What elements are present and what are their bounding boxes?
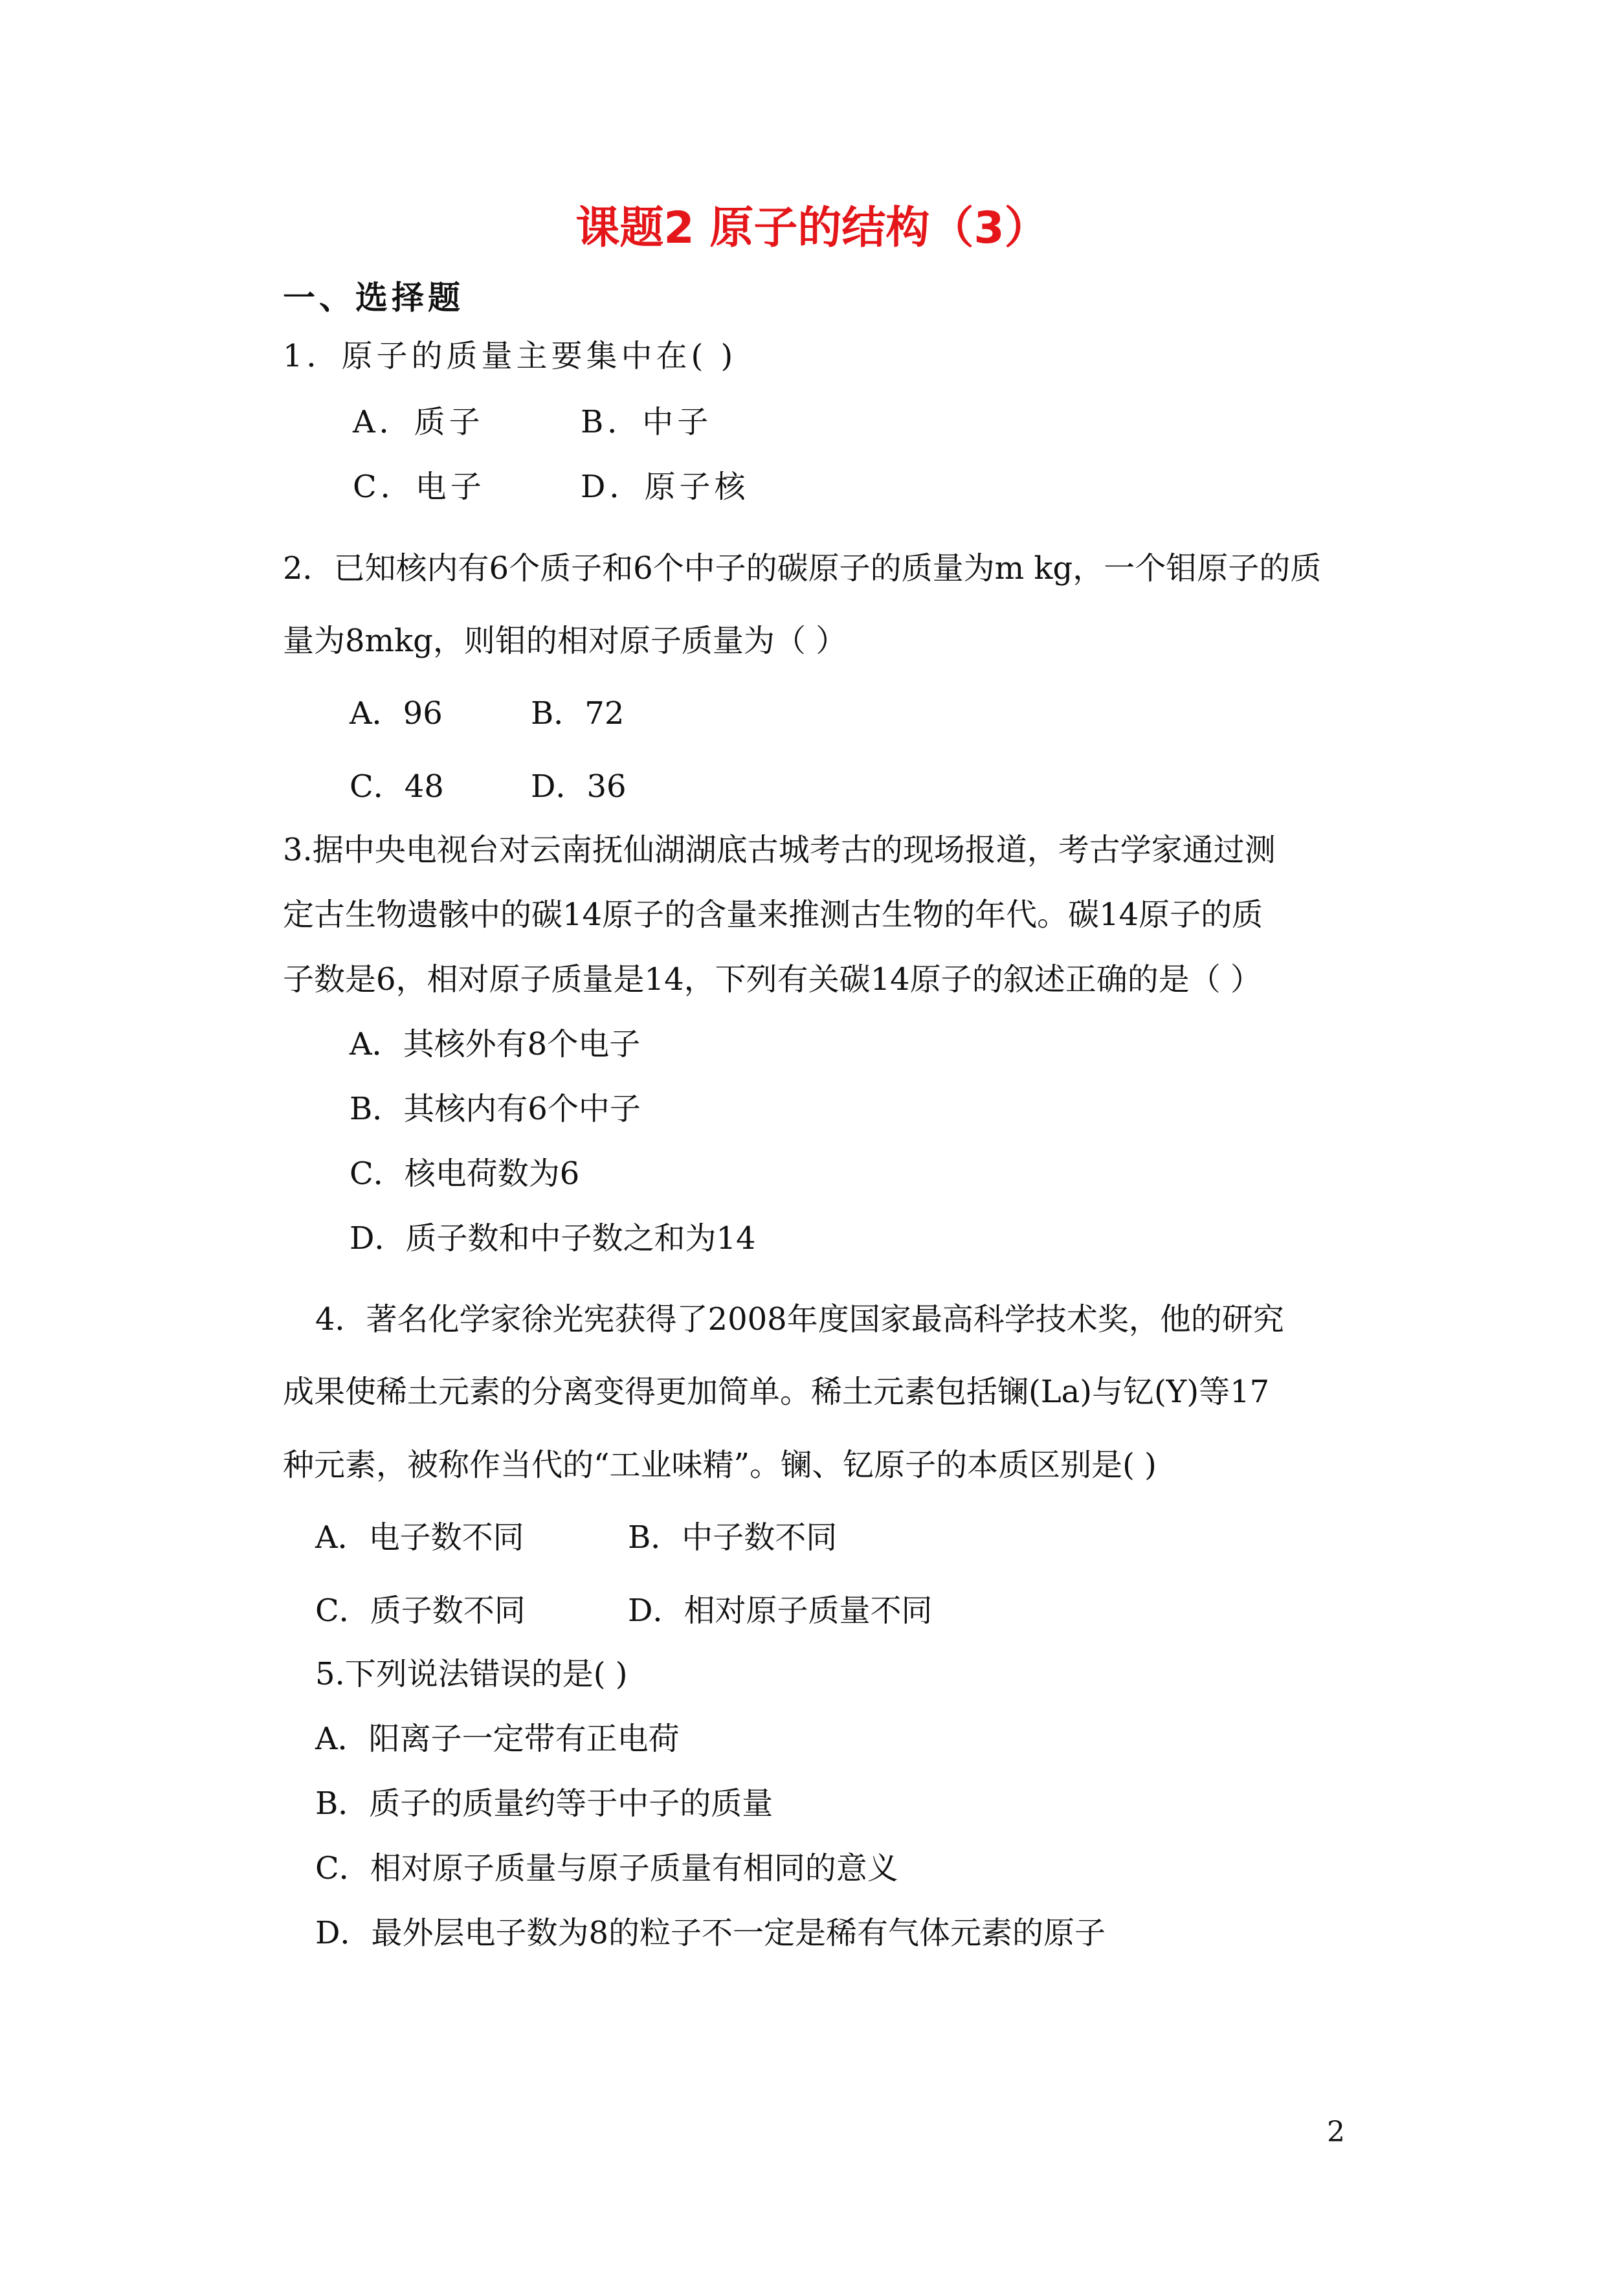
q2-option-d: D．36 xyxy=(531,768,627,805)
q2-line-1: 2．已知核内有6个质子和6个中子的碳原子的质量为m kg，一个钼原子的质 xyxy=(283,550,1322,587)
q2-line-2: 量为8mkg，则钼的相对原子质量为（ ） xyxy=(283,623,847,659)
q3-line-3: 子数是6，相对原子质量是14，下列有关碳14原子的叙述正确的是（ ） xyxy=(283,961,1262,998)
section-heading: 一、选择题 xyxy=(283,279,464,317)
q4-line-3: 种元素，被称作当代的“工业味精”。镧、钇原子的本质区别是( ) xyxy=(283,1447,1157,1483)
q1-option-c: C．电子 xyxy=(353,469,485,505)
q3-option-c: C．核电荷数为6 xyxy=(350,1156,580,1192)
q4-option-d: D．相对原子质量不同 xyxy=(628,1593,933,1629)
q5-option-b: B．质子的质量约等于中子的质量 xyxy=(315,1785,773,1822)
page-title: 课题2 原子的结构（3） xyxy=(575,203,1049,254)
q1-option-a: A．质子 xyxy=(353,404,484,440)
q3-option-d: D．质子数和中子数之和为14 xyxy=(350,1220,756,1257)
q3-option-a: A．其核外有8个电子 xyxy=(350,1026,641,1062)
q3-line-1: 3.据中央电视台对云南抚仙湖湖底古城考古的现场报道，考古学家通过测 xyxy=(283,832,1276,868)
q4-line-1: 4．著名化学家徐光宪获得了2008年度国家最高科学技术奖，他的研究 xyxy=(315,1301,1284,1337)
q1-option-d: D．原子核 xyxy=(581,469,750,505)
q1-stem: 1．原子的质量主要集中在( ) xyxy=(283,338,737,374)
q4-line-2: 成果使稀土元素的分离变得更加简单。稀土元素包括镧(La)与钇(Y)等17 xyxy=(283,1374,1270,1410)
q3-line-2: 定古生物遗骸中的碳14原子的含量来推测古生物的年代。碳14原子的质 xyxy=(283,897,1263,933)
q4-option-a: A．电子数不同 xyxy=(315,1519,524,1556)
q2-option-c: C．48 xyxy=(350,768,444,805)
q5-stem: 5.下列说法错误的是( ) xyxy=(315,1656,628,1692)
q5-option-d: D．最外层电子数为8的粒子不一定是稀有气体元素的原子 xyxy=(315,1915,1106,1951)
q5-option-c: C．相对原子质量与原子质量有相同的意义 xyxy=(315,1850,898,1886)
q4-option-c: C．质子数不同 xyxy=(315,1593,526,1629)
q1-option-b: B．中子 xyxy=(581,404,713,440)
q5-option-a: A．阳离子一定带有正电荷 xyxy=(315,1721,680,1757)
q2-option-b: B．72 xyxy=(531,695,625,732)
page-number: 2 xyxy=(1327,2116,1345,2149)
q4-option-b: B．中子数不同 xyxy=(628,1519,838,1556)
q2-option-a: A．96 xyxy=(350,695,443,732)
q3-option-b: B．其核内有6个中子 xyxy=(350,1091,641,1127)
